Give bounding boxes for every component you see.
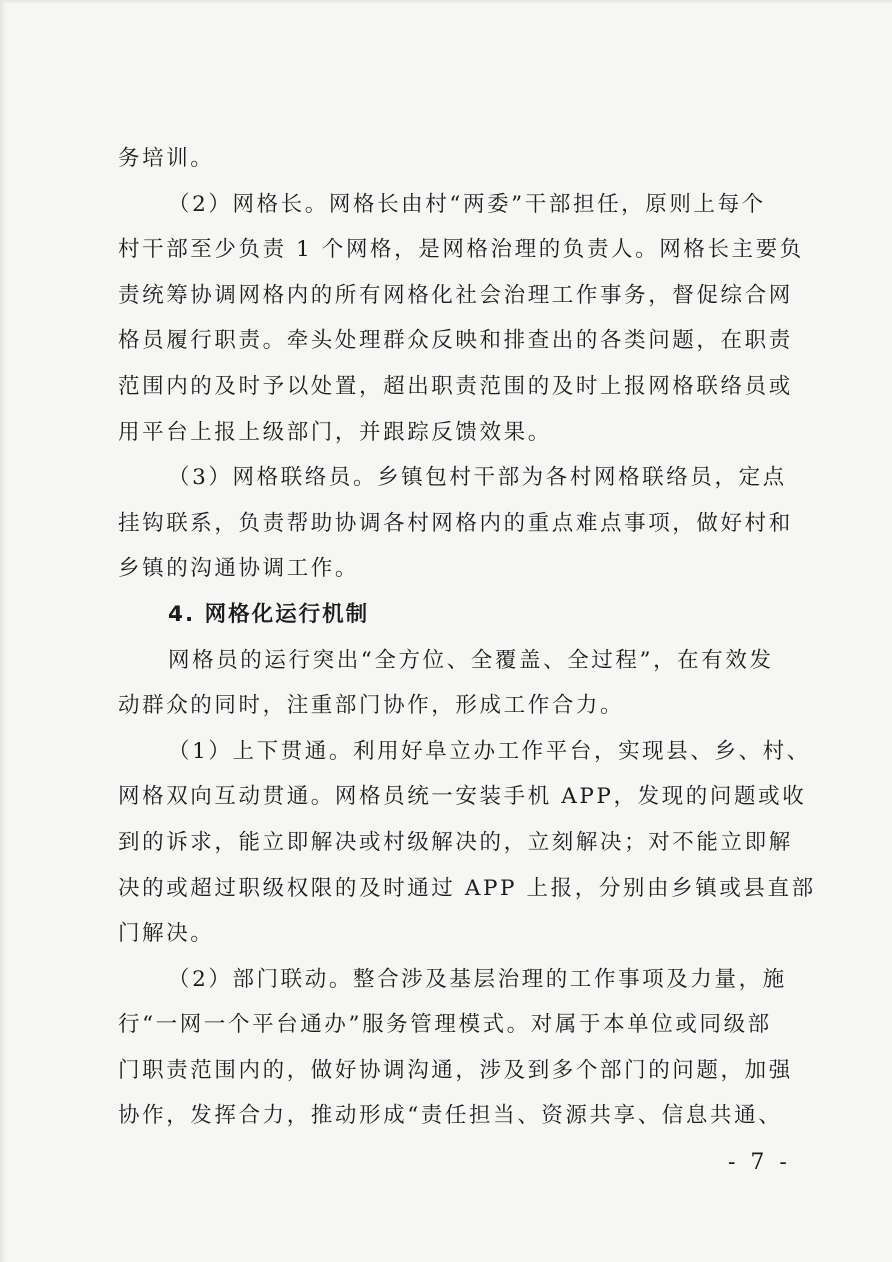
text-line: 挂钩联系，负责帮助协调各村网格内的重点难点事项，做好村和 [118,510,793,536]
text-line: 门职责范围内的，做好协调沟通，涉及到多个部门的问题，加强 [118,1057,793,1083]
text-line: （3）网格联络员。乡镇包村干部为各村网格联络员，定点 [168,465,787,491]
text-line: 务培训。 [118,146,215,171]
text-line: 格员履行职责。牵头处理群众反映和排查出的各类问题，在职责 [118,328,793,354]
page-number: - 7 - [728,1150,791,1175]
text-line: 乡镇的沟通协调工作。 [118,556,360,582]
scan-edge-shadow-top [0,0,892,4]
text-line: 门解决。 [118,921,215,947]
text-line: 责统筹协调网格内的所有网格化社会治理工作事务，督促综合网 [118,282,793,308]
text-line: （2）网格长。网格长由村“两委”干部担任，原则上每个 [168,191,766,217]
text-line: 动群众的同时，注重部门协作，形成工作合力。 [118,693,625,719]
text-line: 村干部至少负责 1 个网格，是网格治理的负责人。网格长主要负 [118,237,804,263]
text-line: 范围内的及时予以处置，超出职责范围的及时上报网格联络员或 [118,373,793,399]
text-line: 网格员的运行突出“全方位、全覆盖、全过程”，在有效发 [168,647,774,673]
text-line: （2）部门联动。整合涉及基层治理的工作事项及力量，施 [168,966,787,992]
section-heading: 4. 网格化运行机制 [168,601,370,627]
text-line: 网格双向互动贯通。网格员统一安装手机 APP，发现的问题或收 [118,784,807,810]
text-line: 协作，发挥合力，推动形成“责任担当、资源共享、信息共通、 [118,1103,783,1129]
text-line: 用平台上报上级部门，并跟踪反馈效果。 [118,419,552,445]
text-line: （1）上下贯通。利用好阜立办工作平台，实现县、乡、村、 [168,738,811,764]
text-line: 行“一网一个平台通办”服务管理模式。对属于本单位或同级部 [118,1012,772,1038]
text-line: 到的诉求，能立即解决或村级解决的，立刻解决；对不能立即解 [118,829,793,855]
body-text [118,136,816,1139]
scan-edge-shadow [0,0,6,1262]
text-line: 决的或超过职级权限的及时通过 APP 上报，分别由乡镇或县直部 [118,875,816,901]
